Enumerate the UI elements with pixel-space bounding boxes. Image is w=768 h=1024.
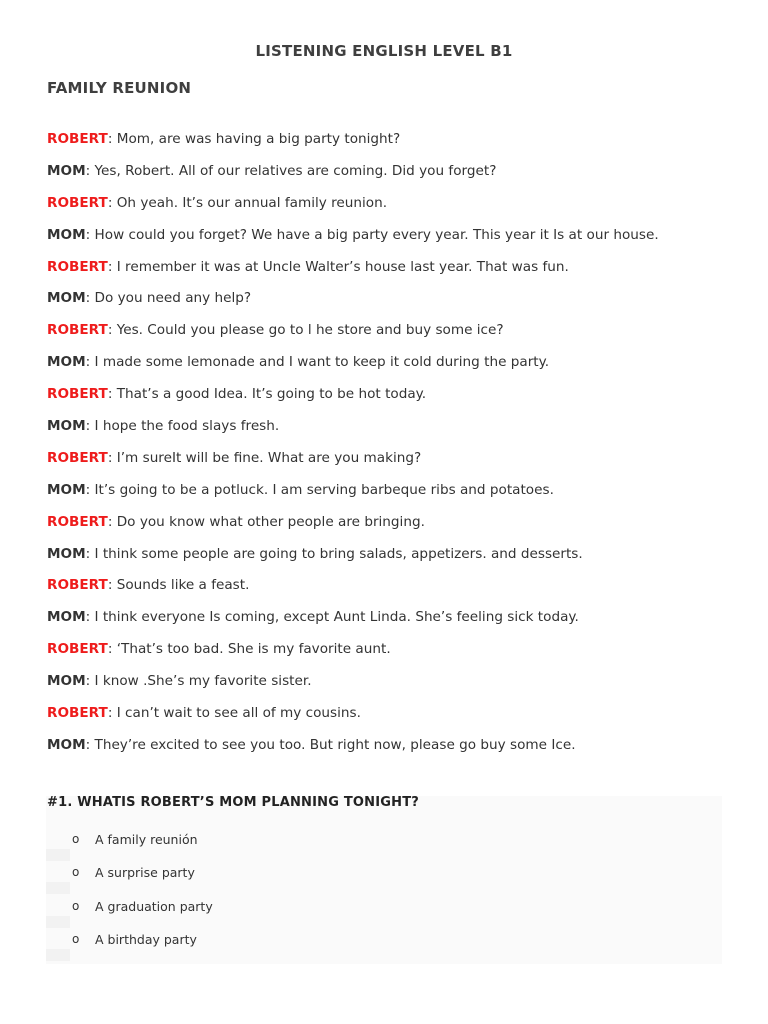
answer-options <box>46 826 722 959</box>
dialogue-line <box>47 735 737 767</box>
dialogue-text: : I can’t wait to see all of my cousins. <box>107 705 361 722</box>
dialogue-text: : Yes, Robert. All of our relatives are coming. Did you forget? <box>85 162 497 179</box>
dialogue-line <box>47 639 737 671</box>
dialogue-line <box>47 671 737 703</box>
speaker-name: MOM <box>47 418 86 435</box>
dialogue-text: : I’m sureIt will be fine. What are you making? <box>107 449 422 466</box>
dialogue-text: : Do you know what other people are bringing. <box>107 513 425 530</box>
speaker-name: ROBERT <box>47 513 108 530</box>
dialogue-line <box>47 193 737 225</box>
dialogue <box>47 129 737 767</box>
dialogue-line <box>47 416 737 448</box>
dialogue-text: : Mom, are was having a big party tonight? <box>107 131 401 147</box>
speaker-name: MOM <box>47 545 86 562</box>
dialogue-text: : I think some people are going to bring salads, appetizers. and desserts. <box>85 545 583 562</box>
speaker-name: ROBERT <box>47 131 108 147</box>
speaker-name: MOM <box>47 354 86 371</box>
dialogue-text: : I hope the food slays fresh. <box>85 418 280 435</box>
option-text: A birthday party <box>95 931 197 947</box>
speaker-name: MOM <box>47 162 86 179</box>
speaker-name: MOM <box>47 673 86 690</box>
dialogue-line <box>47 544 737 576</box>
option-text: A graduation party <box>95 898 213 914</box>
speaker-name: MOM <box>47 226 86 243</box>
option-text: A family reunión <box>95 832 198 847</box>
dialogue-line <box>47 575 737 607</box>
answer-option <box>46 926 722 959</box>
document-title: LISTENING ENGLISH LEVEL B1 <box>255 42 513 60</box>
option-shade <box>46 949 70 961</box>
speaker-name: ROBERT <box>47 449 108 466</box>
dialogue-text: : Oh yeah. It’s our annual family reunion. <box>107 194 388 211</box>
dialogue-text: : Yes. Could you please go to l he store and buy some ice? <box>107 322 504 339</box>
dialogue-text: : I made some lemonade and I want to keep it cold during the party. <box>85 354 550 371</box>
dialogue-text: : How could you forget? We have a big party every year. This year it Is at our house. <box>85 226 659 243</box>
bullet-icon: o <box>72 865 80 880</box>
dialogue-line <box>47 352 737 384</box>
speaker-name: MOM <box>47 481 86 498</box>
speaker-name: ROBERT <box>47 705 108 722</box>
speaker-name: MOM <box>47 290 86 307</box>
speaker-name: ROBERT <box>47 258 108 275</box>
dialogue-text: : I think everyone Is coming, except Aunt Linda. She’s feeling sick today. <box>85 609 579 626</box>
dialogue-line <box>47 288 737 320</box>
dialogue-text: : ‘That’s too bad. She is my favorite aunt. <box>107 641 391 658</box>
speaker-name: ROBERT <box>47 386 108 403</box>
speaker-name: ROBERT <box>47 322 108 339</box>
question-title: #1. WHATIS ROBERT’S MOM PLANNING TONIGHT? <box>47 795 420 810</box>
dialogue-line <box>47 225 737 257</box>
dialogue-line <box>47 448 737 480</box>
section-title: FAMILY REUNION <box>47 79 192 97</box>
dialogue-text: : I remember it was at Uncle Walter’s house last year. That was fun. <box>107 258 569 275</box>
dialogue-text: : They’re excited to see you too. But right now, please go buy some Ice. <box>85 736 576 753</box>
dialogue-line <box>47 607 737 639</box>
dialogue-line <box>47 384 737 416</box>
dialogue-line <box>47 129 737 161</box>
bullet-icon: o <box>72 931 80 946</box>
bullet-icon: o <box>72 898 80 913</box>
dialogue-line <box>47 257 737 289</box>
dialogue-line <box>47 480 737 512</box>
speaker-name: MOM <box>47 736 86 753</box>
dialogue-text: : That’s a good Idea. It’s going to be hot today. <box>107 386 427 403</box>
bullet-icon: o <box>72 832 80 846</box>
speaker-name: ROBERT <box>47 577 108 594</box>
speaker-name: ROBERT <box>47 194 108 211</box>
dialogue-line <box>47 320 737 352</box>
dialogue-line <box>47 512 737 544</box>
dialogue-text: : Do you need any help? <box>85 290 252 307</box>
answer-option <box>46 859 722 892</box>
dialogue-line <box>47 161 737 193</box>
speaker-name: ROBERT <box>47 641 108 658</box>
dialogue-text: : It’s going to be a potluck. I am serving barbeque ribs and potatoes. <box>85 481 554 498</box>
dialogue-line <box>47 703 737 735</box>
speaker-name: MOM <box>47 609 86 626</box>
answer-option <box>46 893 722 926</box>
option-text: A surprise party <box>95 865 195 881</box>
answer-option <box>46 826 722 859</box>
dialogue-text: : I know .She’s my favorite sister. <box>85 673 312 690</box>
dialogue-text: : Sounds like a feast. <box>107 577 250 594</box>
